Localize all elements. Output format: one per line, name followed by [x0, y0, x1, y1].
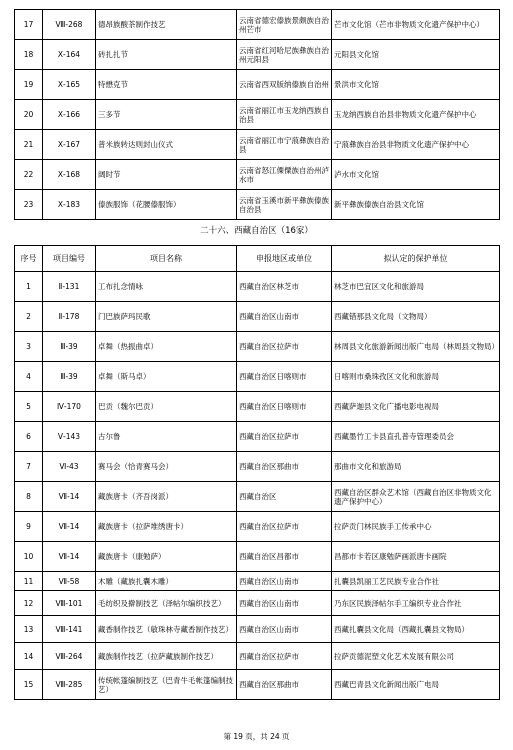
- cell-region: 西藏自治区山南市: [237, 302, 332, 332]
- cell-name: 巴贡（魏尔巴贡）: [96, 392, 237, 422]
- cell-unit: 宁蒗彝族自治县非物质文化遗产保护中心: [332, 130, 500, 160]
- cell-unit: 拉萨贡门林民族手工传承中心: [332, 512, 500, 542]
- table-row: [15, 670, 500, 700]
- cell-name: 卓舞（斯马卓）: [96, 362, 237, 392]
- cell-no: 13: [15, 616, 43, 643]
- cell-region: 云南省红河哈尼族彝族自治州元阳县: [237, 40, 332, 70]
- table-row: [15, 100, 500, 130]
- cell-code: Ⅹ-166: [43, 100, 96, 130]
- cell-region: 云南省怒江傈僳族自治州泸水市: [237, 160, 332, 190]
- cell-no: 2: [15, 302, 43, 332]
- table-row: [15, 616, 500, 643]
- cell-unit: 拉萨贡德泥塑文化艺术发展有限公司: [332, 643, 500, 670]
- cell-code: Ⅵ-43: [43, 452, 96, 482]
- cell-unit: 乃东区民族泽帖尔手工编织专业合作社: [332, 591, 500, 616]
- cell-code: Ⅷ-268: [43, 10, 96, 40]
- cell-no: 12: [15, 591, 43, 616]
- cell-name: 工布扎念情咏: [96, 272, 237, 302]
- table-row: [15, 452, 500, 482]
- cell-no: 6: [15, 422, 43, 452]
- table-row: [15, 130, 500, 160]
- cell-name: 门巴族萨玛民歌: [96, 302, 237, 332]
- cell-region: 西藏自治区山南市: [237, 591, 332, 616]
- cell-unit: 那曲市文化和旅游局: [332, 452, 500, 482]
- cell-code: Ⅷ-101: [43, 591, 96, 616]
- table-row: [15, 591, 500, 616]
- cell-name: 砖扎扎节: [96, 40, 237, 70]
- cell-region: 西藏自治区山南市: [237, 572, 332, 591]
- cell-code: Ⅷ-141: [43, 616, 96, 643]
- cell-name: 古尔鲁: [96, 422, 237, 452]
- table-row: [15, 10, 500, 40]
- cell-region: 西藏自治区那曲市: [237, 670, 332, 700]
- cell-no: 5: [15, 392, 43, 422]
- header-unit: 拟认定的保护单位: [332, 246, 500, 272]
- cell-name: 藏族唐卡（拉萨堆绣唐卡）: [96, 512, 237, 542]
- cell-no: 3: [15, 332, 43, 362]
- cell-name: 木雕（藏族扎囊木雕）: [96, 572, 237, 591]
- cell-code: Ⅶ-14: [43, 542, 96, 572]
- table-row: [15, 302, 500, 332]
- cell-region: 西藏自治区昌都市: [237, 542, 332, 572]
- cell-code: Ⅹ-164: [43, 40, 96, 70]
- cell-unit: 西藏自治区群众艺术馆（西藏自治区非物质文化遗产保护中心）: [332, 482, 500, 512]
- cell-no: 19: [15, 70, 43, 100]
- header-code: 项目编号: [43, 246, 96, 272]
- cell-unit: 西藏巴青县文化新闻出版广电局: [332, 670, 500, 700]
- table-row: [15, 512, 500, 542]
- page-footer: 第 19 页，共 24 页: [223, 732, 290, 741]
- table-row: [15, 160, 500, 190]
- cell-code: Ⅶ-58: [43, 572, 96, 591]
- table-tibet: [14, 245, 500, 700]
- cell-unit: 西藏错那县文化局（文物局）: [332, 302, 500, 332]
- cell-no: 21: [15, 130, 43, 160]
- cell-code: Ⅳ-170: [43, 392, 96, 422]
- cell-name: 藏族唐卡（康勉萨）: [96, 542, 237, 572]
- cell-region: 西藏自治区拉萨市: [237, 512, 332, 542]
- table-row: [15, 542, 500, 572]
- cell-region: 西藏自治区日喀则市: [237, 362, 332, 392]
- cell-unit: 泸水市文化馆: [332, 160, 500, 190]
- cell-name: 傣族服饰（花腰傣服饰）: [96, 190, 237, 220]
- cell-region: 云南省玉溪市新平彝族傣族自治县: [237, 190, 332, 220]
- cell-region: 云南省丽江市玉龙纳西族自治县: [237, 100, 332, 130]
- cell-unit: 新平彝族傣族自治县文化馆: [332, 190, 500, 220]
- cell-region: 西藏自治区山南市: [237, 616, 332, 643]
- cell-name: 阔时节: [96, 160, 237, 190]
- cell-name: 普米族转达则封山仪式: [96, 130, 237, 160]
- cell-region: 西藏自治区那曲市: [237, 452, 332, 482]
- table-row: [15, 422, 500, 452]
- cell-no: 11: [15, 572, 43, 591]
- cell-code: Ⅶ-14: [43, 482, 96, 512]
- cell-region: 西藏自治区拉萨市: [237, 422, 332, 452]
- cell-unit: 扎囊县凯丽工艺民族专业合作社: [332, 572, 500, 591]
- cell-name: 藏族唐卡（齐吾岗派）: [96, 482, 237, 512]
- cell-code: Ⅹ-167: [43, 130, 96, 160]
- cell-no: 18: [15, 40, 43, 70]
- cell-name: 三多节: [96, 100, 237, 130]
- cell-no: 7: [15, 452, 43, 482]
- header-region: 申报地区或单位: [237, 246, 332, 272]
- header-name: 项目名称: [96, 246, 237, 272]
- table-row: [15, 70, 500, 100]
- cell-unit: 西藏萨迦县文化广播电影电视局: [332, 392, 500, 422]
- cell-code: Ⅶ-14: [43, 512, 96, 542]
- table-row: [15, 40, 500, 70]
- cell-no: 8: [15, 482, 43, 512]
- cell-name: 藏族制作技艺（拉萨藏族制作技艺）: [96, 643, 237, 670]
- cell-unit: 芒市文化馆（芒市非物质文化遗产保护中心）: [332, 10, 500, 40]
- cell-code: Ⅱ-131: [43, 272, 96, 302]
- table-header-row: [15, 246, 500, 272]
- cell-region: 西藏自治区拉萨市: [237, 643, 332, 670]
- cell-unit: 元阳县文化馆: [332, 40, 500, 70]
- cell-no: 10: [15, 542, 43, 572]
- cell-no: 17: [15, 10, 43, 40]
- section-title: 二十六、西藏自治区（16家）: [200, 226, 313, 236]
- cell-region: 云南省丽江市宁蒗彝族自治县: [237, 130, 332, 160]
- cell-code: Ⅹ-168: [43, 160, 96, 190]
- cell-name: 藏香制作技艺（敏珠林寺藏香制作技艺）: [96, 616, 237, 643]
- cell-code: Ⅲ-39: [43, 332, 96, 362]
- cell-code: Ⅲ-39: [43, 362, 96, 392]
- table-row: [15, 392, 500, 422]
- table-row: [15, 643, 500, 670]
- cell-code: Ⅴ-143: [43, 422, 96, 452]
- cell-unit: 玉龙纳西族自治县非物质文化遗产保护中心: [332, 100, 500, 130]
- cell-name: 赛马会（恰青赛马会）: [96, 452, 237, 482]
- table-row: [15, 272, 500, 302]
- cell-region: 西藏自治区: [237, 482, 332, 512]
- cell-unit: 林芝市巴宜区文化和旅游局: [332, 272, 500, 302]
- cell-code: Ⅷ-264: [43, 643, 96, 670]
- cell-name: 传统帐篷编制技艺（巴青牛毛帐篷编制技艺）: [96, 670, 237, 700]
- cell-code: Ⅷ-285: [43, 670, 96, 700]
- cell-name: 卓舞（热振曲卓）: [96, 332, 237, 362]
- table-row: [15, 572, 500, 591]
- cell-code: Ⅹ-183: [43, 190, 96, 220]
- cell-name: 毛纺织及擀制技艺（泽帖尔编织技艺）: [96, 591, 237, 616]
- cell-name: 德昂族酸茶制作技艺: [96, 10, 237, 40]
- cell-unit: 日喀则市桑珠孜区文化和旅游局: [332, 362, 500, 392]
- cell-no: 15: [15, 670, 43, 700]
- cell-no: 23: [15, 190, 43, 220]
- cell-unit: 昌都市卡若区康勉萨画派唐卡画院: [332, 542, 500, 572]
- table-row: [15, 332, 500, 362]
- table-row: [15, 190, 500, 220]
- cell-region: 西藏自治区日喀则市: [237, 392, 332, 422]
- cell-no: 1: [15, 272, 43, 302]
- cell-unit: 景洪市文化馆: [332, 70, 500, 100]
- cell-region: 云南省西双版纳傣族自治州: [237, 70, 332, 100]
- table-row: [15, 482, 500, 512]
- cell-region: 云南省德宏傣族景颇族自治州芒市: [237, 10, 332, 40]
- header-no: 序号: [15, 246, 43, 272]
- cell-unit: 西藏墨竹工卡县直孔普寺管理委员会: [332, 422, 500, 452]
- cell-no: 22: [15, 160, 43, 190]
- cell-name: 特懋克节: [96, 70, 237, 100]
- cell-region: 西藏自治区拉萨市: [237, 332, 332, 362]
- table-yunnan-continued: [14, 9, 500, 220]
- cell-no: 14: [15, 643, 43, 670]
- cell-no: 20: [15, 100, 43, 130]
- cell-no: 9: [15, 512, 43, 542]
- cell-unit: 西藏扎囊县文化局（西藏扎囊县文物局）: [332, 616, 500, 643]
- cell-unit: 林周县文化旅游新闻出版广电局（林周县文物局）: [332, 332, 500, 362]
- cell-code: Ⅹ-165: [43, 70, 96, 100]
- cell-no: 4: [15, 362, 43, 392]
- cell-region: 西藏自治区林芝市: [237, 272, 332, 302]
- table-row: [15, 362, 500, 392]
- cell-code: Ⅱ-178: [43, 302, 96, 332]
